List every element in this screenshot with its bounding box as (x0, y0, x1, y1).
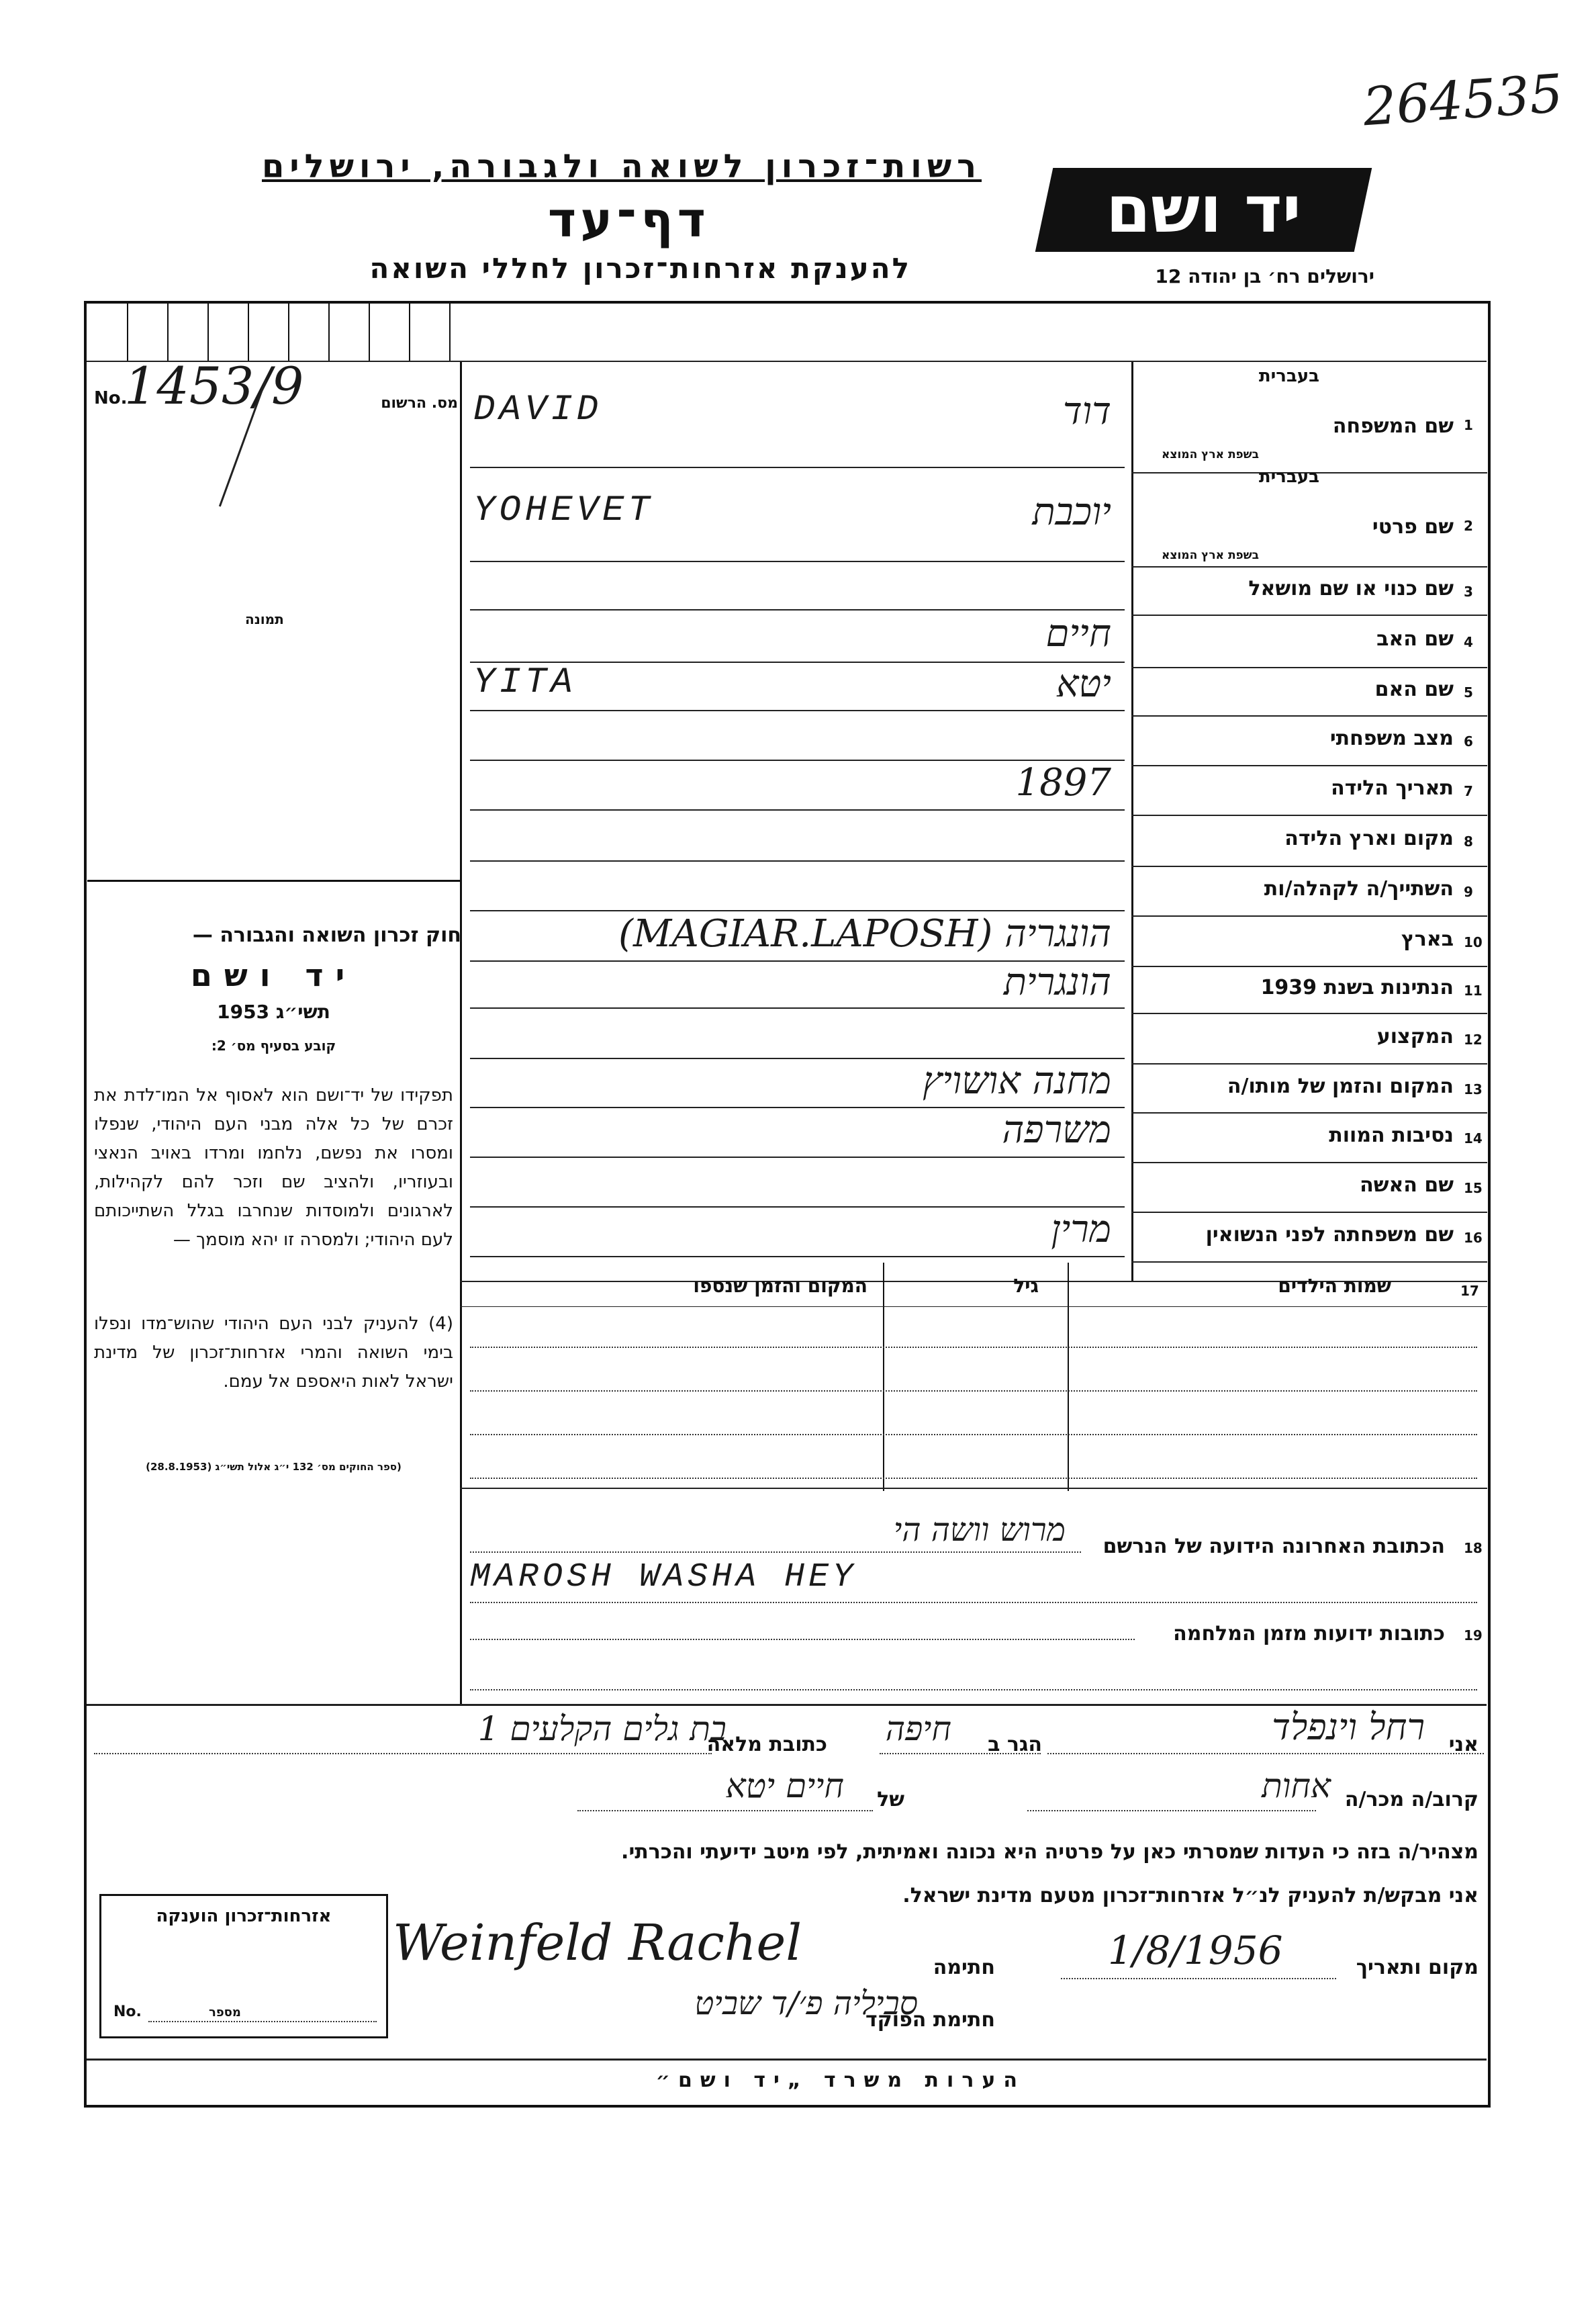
field-4-hebrew-value: חיים (1045, 612, 1111, 656)
declarant-ani: אני (1448, 1733, 1478, 1756)
field-19-number: 19 (1464, 1627, 1483, 1643)
field-8-label: מקום וארץ הלידה (1284, 827, 1454, 850)
declaration-text: מצהיר/ה בזה כי העדות שמסרתי כאן על פרטיה היא נכונה ואמיתית, לפי מיטב ידיעתי והכרתי. (621, 1840, 1478, 1864)
citizenship-box-he-no: מספר (209, 2005, 241, 2020)
relation-label: קרוב/ה מכר/ה (1344, 1788, 1478, 1811)
field-7-hebrew-value: 1897 (1015, 761, 1111, 805)
footer-notes: הערות משרד „יד ושם״ (655, 2069, 1025, 2092)
law-name: יד ושם (190, 957, 357, 993)
field-2-hebrew-value: יוכבת (1032, 490, 1111, 534)
field-7-label: תאריך הלידה (1331, 776, 1454, 800)
field-10-number: 10 (1464, 934, 1483, 950)
wartime-address-label: כתובות ידועות מזמן המלחמה (1173, 1622, 1445, 1645)
field-2-label: שם פרטי (1372, 515, 1454, 539)
field-6-label: מצב משפחתי (1329, 727, 1454, 750)
declaration-date: 1/8/1956 (1108, 1928, 1283, 1973)
last-address-label: הכתובת האחרונה הידועה של הנרשם (1102, 1535, 1445, 1558)
field-2-number: 2 (1464, 518, 1473, 534)
field-16-hebrew-value: מרין (1051, 1208, 1111, 1251)
field-3-number: 3 (1464, 584, 1473, 600)
field-15-number: 15 (1464, 1180, 1483, 1196)
field-4-label: שם האב (1376, 627, 1454, 651)
officer-signature-label: חתימת הפוקד (865, 2008, 995, 2032)
field-1-number: 1 (1464, 417, 1473, 433)
field-13-hebrew-value: מחנה אושויץ (923, 1058, 1111, 1103)
children-age-header: גיל (1013, 1275, 1039, 1297)
citizenship-box-no: No. (113, 2003, 142, 2020)
field-row-11 (460, 960, 1487, 1014)
law-year: תשי״ג 1953 (217, 1001, 330, 1023)
field-14-label: נסיבות המוות (1329, 1124, 1454, 1147)
photo-label: תמונה (245, 611, 284, 627)
field-1-sub-hebrew: בעברית (1258, 366, 1319, 386)
field-2-sub-hebrew: בעברית (1258, 467, 1319, 487)
law-heading: חוק זכרון השואה והגבורה — (192, 923, 461, 947)
field-10-label: בארץ (1401, 927, 1454, 951)
field-3-label: שם כנוי או שם מושאל (1248, 577, 1454, 600)
field-row-15 (460, 1163, 1487, 1213)
field-11-number: 11 (1464, 983, 1483, 999)
field-row-10 (460, 911, 1487, 967)
field-1-sub-origin: בשפת ארץ המוצא (1161, 448, 1259, 461)
field-15-label: שם האשה (1360, 1173, 1454, 1197)
field-row-2 (460, 467, 1487, 568)
declarant-relation: אחות (1262, 1766, 1331, 1805)
field-11-hebrew-value: הונגרית (1003, 960, 1111, 1004)
registry-slash-mark-2 (87, 880, 460, 882)
field-18-number: 18 (1464, 1540, 1483, 1556)
stamp-number: 264535 (1361, 63, 1565, 138)
page-subtitle: להענקת אזרחות־זכרון לחללי השואה (369, 252, 911, 285)
field-2-latin-value: YOHEVET (473, 490, 654, 531)
yad-vashem-logo (1035, 168, 1372, 252)
field-5-number: 5 (1464, 684, 1473, 700)
signature-label: חתימה (933, 1956, 995, 1979)
field-row-3 (460, 568, 1487, 616)
field-row-7 (460, 761, 1487, 816)
field-13-label: המקום והזמן של מותו/ה (1227, 1074, 1454, 1098)
field-2-sub-origin: בשפת ארץ המוצא (1161, 549, 1259, 562)
field-17-number: 17 (1460, 1283, 1479, 1299)
last-address-latin: MAROSH WASHA HEY (470, 1558, 857, 1596)
registry-number: 1453/9 (124, 356, 304, 416)
registry-he-label: מס. הרשום (381, 395, 458, 412)
of-label: של (877, 1788, 904, 1811)
field-7-number: 7 (1464, 783, 1473, 799)
field-12-number: 12 (1464, 1031, 1483, 1048)
declarant-signature: Weinfeld Rachel (393, 1914, 802, 1972)
declarant-full-address: בת גלים הקלעים 1 (477, 1709, 726, 1748)
field-5-label: שם האם (1374, 678, 1454, 701)
law-citation: (ספר החוקים מס׳ 132 י״ג אלול תשי״ג (28.8.1953) (146, 1461, 402, 1473)
citizenship-box-title: אזרחות־זכרון הוענקה (156, 1906, 332, 1926)
field-14-number: 14 (1464, 1130, 1483, 1146)
field-9-label: השתייך/ה לקהלה/ות (1264, 877, 1454, 901)
children-names-header: שמות הילדים (1278, 1275, 1391, 1297)
officer-signature: סביליה פ׳/ד שביט (694, 1985, 918, 2022)
field-11-label: הנתינות בשנת 1939 (1260, 976, 1454, 999)
field-13-number: 13 (1464, 1081, 1483, 1097)
field-row-14 (460, 1108, 1487, 1163)
declarant-name: רחל וינפלד (1272, 1706, 1425, 1748)
field-4-number: 4 (1464, 634, 1473, 650)
field-5-hebrew-value: יטא (1055, 662, 1111, 706)
field-row-5 (460, 662, 1487, 717)
law-paragraph-1: תפקידו של יד־ושם הוא לאסוף אל המו־לדת את זכרם של כל אלה מבני העם היהודי, שנפלו ומסרו את נפשם, נלחמו ומרדו באויב הנאצי ובעוזריו, ולהציב שם וזכר להם לקהילות, לארגונים ולמוסדות שנחרבו בגלל השתייכותם לעם היהודי; ולמסרה זו יהא מוסמך — (94, 1085, 453, 1250)
field-row-9 (460, 867, 1487, 917)
field-10-hebrew-value: הונגריה (MAGIAR.LAPOSH) (618, 911, 1111, 956)
field-14-hebrew-value: משרפה (1002, 1108, 1111, 1152)
resides-label: הגר ב (988, 1733, 1042, 1756)
field-row-16 (460, 1208, 1487, 1263)
field-1-hebrew-value: דוד (1062, 390, 1111, 433)
authority-title: רשות־זכרון לשואה ולגבורה, ירושלים (261, 148, 982, 185)
field-6-number: 6 (1464, 733, 1473, 750)
declarant-of-name: חיים יטא (725, 1766, 844, 1805)
field-12-label: המקצוע (1376, 1024, 1454, 1048)
field-row-12 (460, 1014, 1487, 1065)
law-paragraph-2: (4) להעניק לבני העם היהודי שהוש־מדו ונפלו בימי השואה והמרי אזרחות־זכרון של מדינת ישראל לאות היאספם אל עמם. (94, 1314, 453, 1392)
last-address-hebrew: מרוש וושה הי (893, 1511, 1066, 1549)
citizenship-box (99, 1894, 388, 2038)
field-row-1 (460, 366, 1487, 473)
children-place-header: המקום והזמן שנספו (693, 1275, 867, 1297)
field-8-number: 8 (1464, 833, 1473, 850)
field-5-latin-value: YITA (473, 662, 577, 703)
field-row-6 (460, 717, 1487, 766)
field-row-13 (460, 1058, 1487, 1114)
field-row-8 (460, 816, 1487, 867)
field-row-4 (460, 612, 1487, 668)
request-text: אני מבקש/ת להעניק לנ״ל אזרחות־זכרון מטעם מדינת ישראל. (902, 1884, 1478, 1907)
declarant-city: חיפה (885, 1709, 951, 1748)
registry-no-label: No. (94, 388, 128, 408)
field-1-latin-value: DAVID (473, 390, 603, 431)
law-clause: קובע בסעיף מס׳ 2: (211, 1038, 336, 1054)
field-1-label: שם המשפחה (1332, 414, 1454, 438)
field-9-number: 9 (1464, 884, 1473, 900)
field-16-number: 16 (1464, 1230, 1483, 1246)
full-address-label: כתובת מלאה (706, 1733, 827, 1756)
place-date-label: מקום ותאריך (1356, 1956, 1478, 1979)
field-16-label: שם משפחתה לפני הנשואין (1205, 1223, 1454, 1247)
page-title: דף־עד (547, 191, 710, 248)
top-box-strip (87, 304, 463, 361)
logo-address: ירושלים רח׳ בן יהודה 12 (1155, 265, 1374, 287)
logo-text: יד ושם (1106, 172, 1301, 247)
